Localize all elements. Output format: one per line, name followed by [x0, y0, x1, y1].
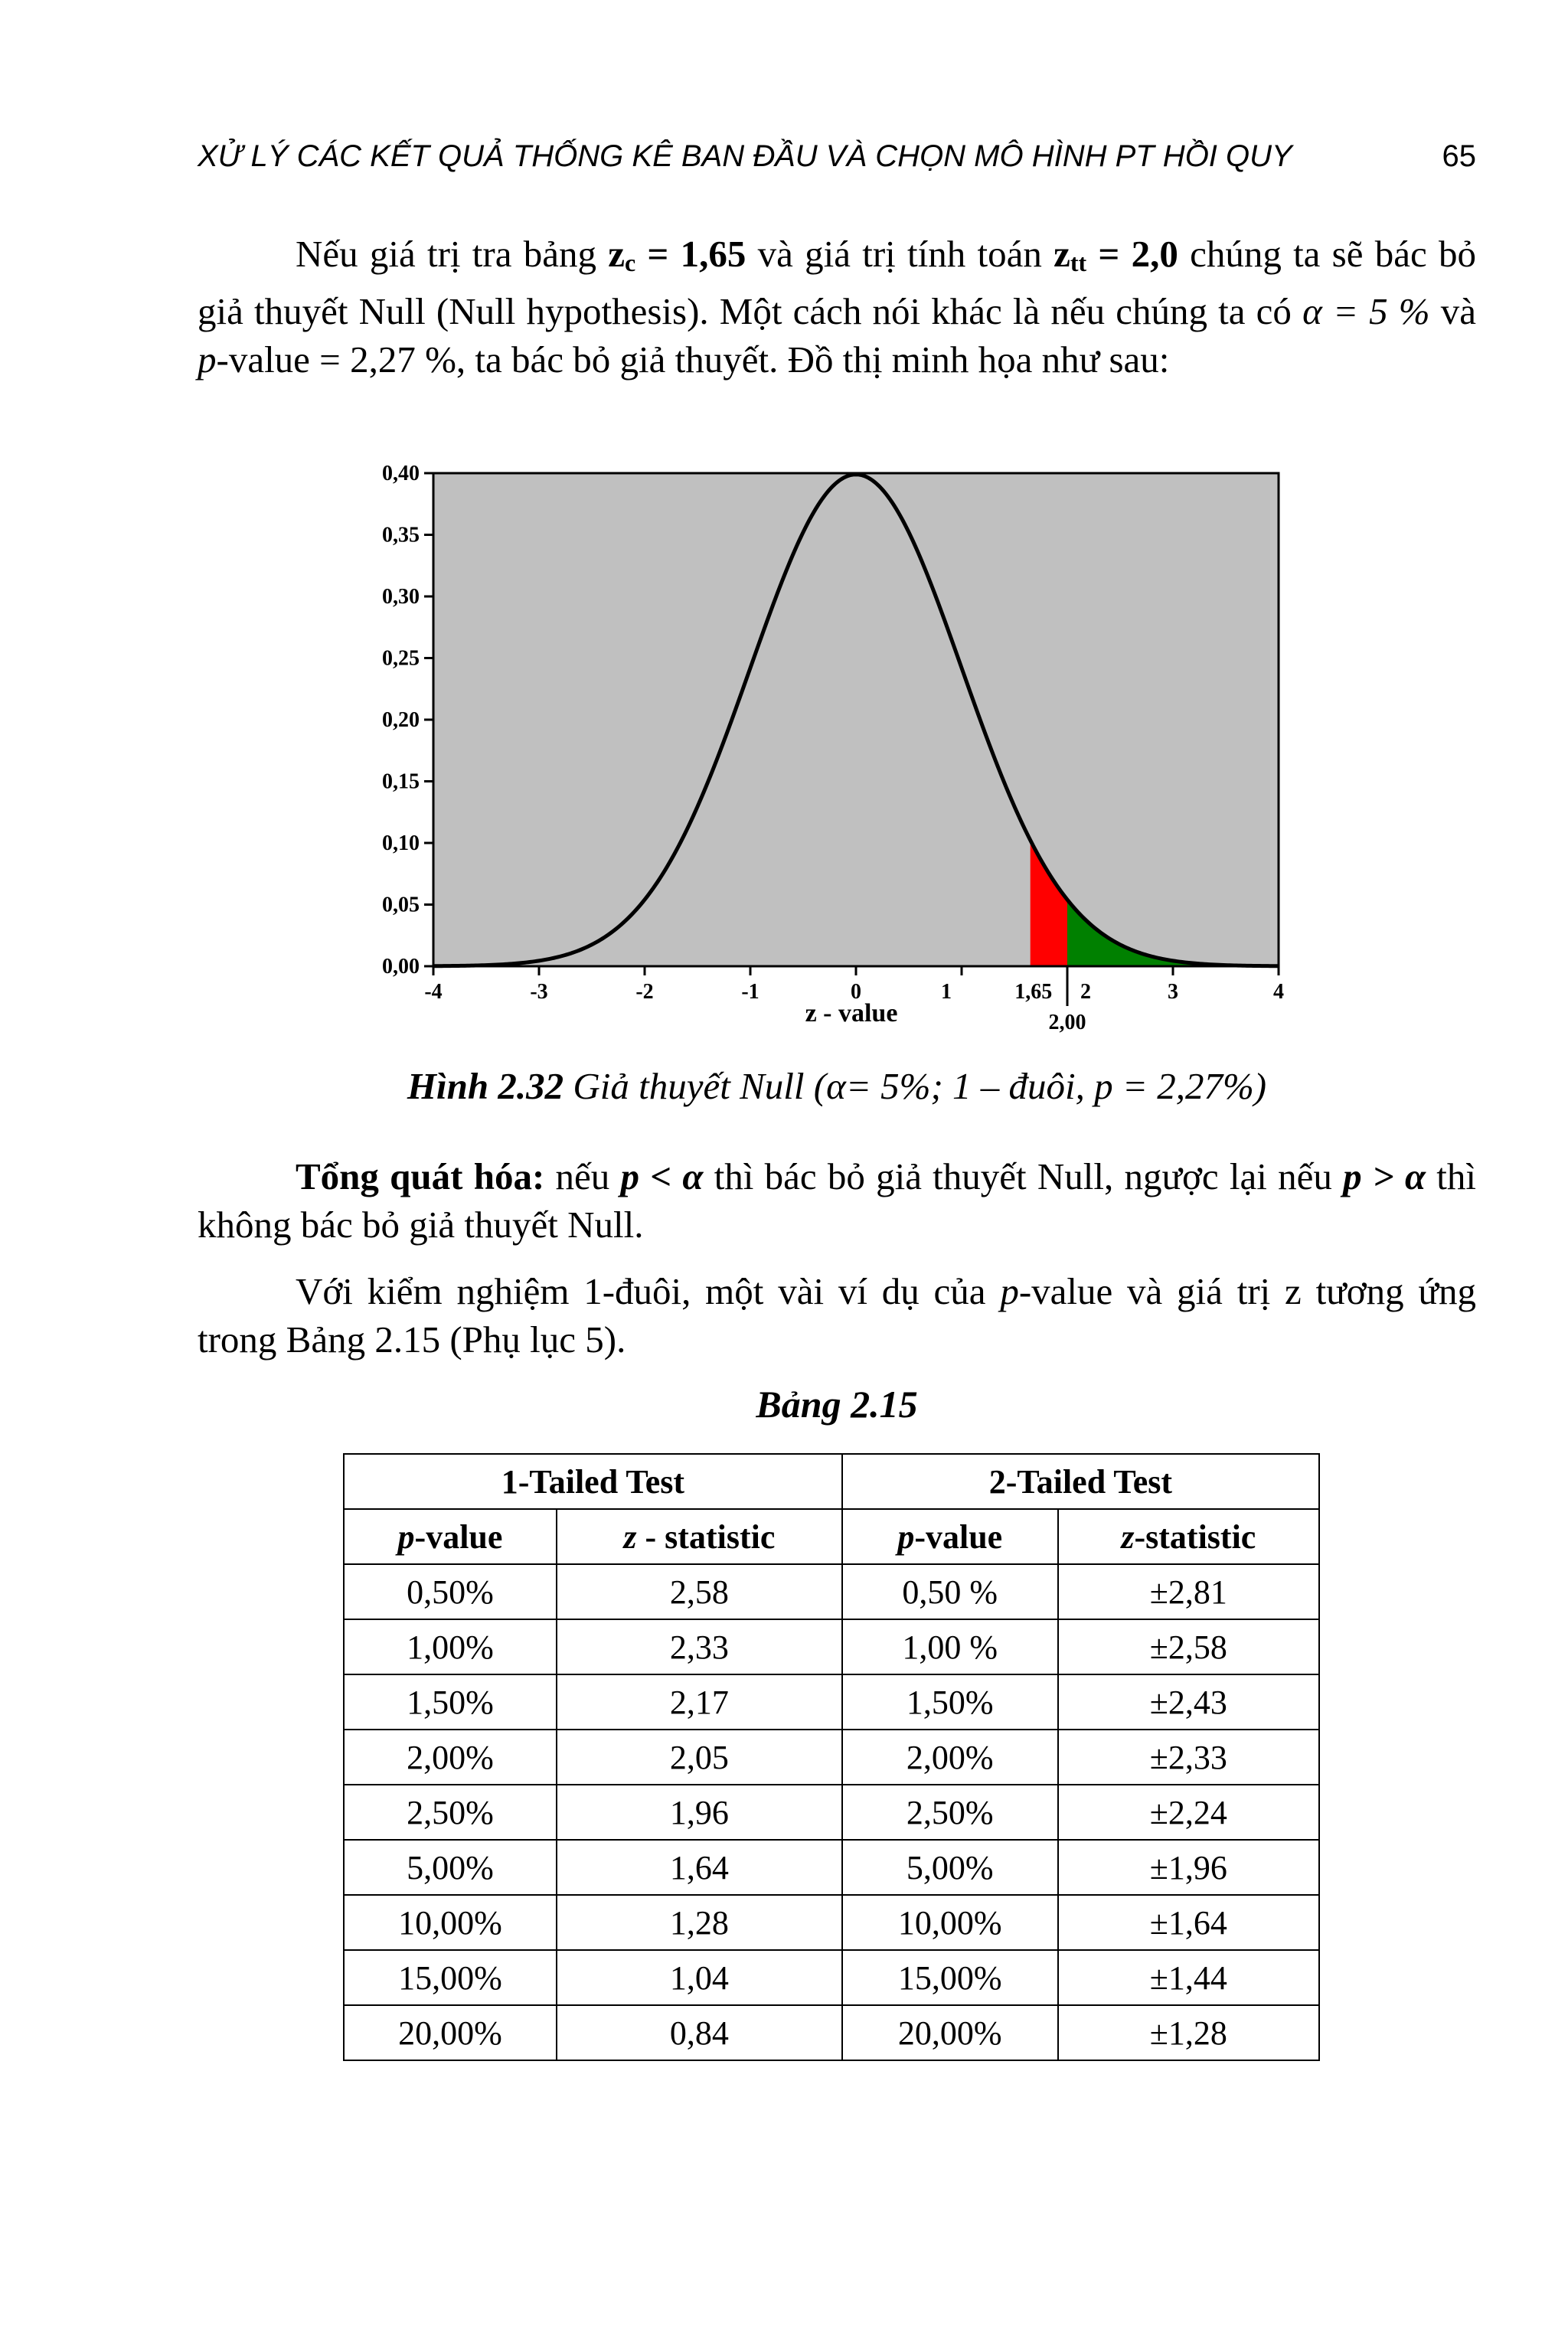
paragraph-table-intro — [198, 1267, 1476, 1364]
column-header-pvalue-2 — [842, 1509, 1058, 1564]
chart-svg — [360, 459, 1309, 1057]
table-title: Bảng 2.15 — [756, 1383, 918, 1426]
table-cell: 2,58 — [557, 1564, 842, 1619]
table-row — [344, 1840, 1319, 1895]
caption-label: Hình 2.32 — [407, 1065, 564, 1107]
table-cell: 5,00% — [842, 1840, 1058, 1895]
header-title: XỬ LÝ CÁC KẾT QUẢ THỐNG KÊ BAN ĐẦU VÀ CHỌN MÔ HÌNH PT HỒI QUY — [198, 139, 1292, 173]
table-row — [344, 1564, 1319, 1619]
plot-area — [433, 473, 1279, 966]
zc-var: z — [608, 233, 625, 275]
ztt-expression — [1054, 233, 1178, 275]
y-tick-label: 0,35 — [382, 523, 420, 547]
table-row — [344, 1895, 1319, 1950]
condition-2-text: p > α — [1343, 1155, 1426, 1197]
bold-lead: Tổng quát hóa: — [296, 1155, 545, 1197]
header-rest: -value — [414, 1517, 503, 1556]
header-rest: - statistic — [636, 1517, 776, 1556]
text-run: -value và giá trị z tương ứng trong Bảng 2.15 (Phụ lục 5). — [198, 1270, 1476, 1361]
table-row — [344, 1950, 1319, 2005]
pvalue-z-table — [343, 1453, 1320, 2061]
critical-z-label: 1,65 — [1014, 980, 1053, 1004]
condition-1-text: p < α — [620, 1155, 704, 1197]
table-row — [344, 1619, 1319, 1674]
table-cell: 2,50% — [344, 1785, 557, 1840]
table-row — [344, 2005, 1319, 2060]
figure-caption — [198, 1064, 1476, 1108]
header-rest: -statistic — [1134, 1517, 1256, 1556]
x-tick-label: -3 — [530, 980, 548, 1004]
y-tick-label: 0,40 — [382, 462, 420, 485]
table-cell: ±2,81 — [1058, 1564, 1319, 1619]
table-cell: 0,84 — [557, 2005, 842, 2060]
table-cell: 1,00 % — [842, 1619, 1058, 1674]
column-header-pvalue-1 — [344, 1509, 557, 1564]
y-tick-label: 0,10 — [382, 831, 420, 855]
normal-distribution-figure — [360, 459, 1309, 1057]
table-cell: 2,33 — [557, 1619, 842, 1674]
table-cell: 0,50 % — [842, 1564, 1058, 1619]
table-cell: 2,00% — [344, 1730, 557, 1785]
text-run: và — [1429, 290, 1477, 332]
x-tick-label: 3 — [1168, 980, 1178, 1004]
y-tick-label: 0,20 — [382, 708, 420, 732]
zc-expression — [608, 233, 746, 275]
text-run: thì không bác bỏ giả thuyết Null. — [198, 1155, 1477, 1246]
ztt-var: z — [1054, 233, 1070, 275]
table-column-header-row — [344, 1509, 1319, 1564]
p-italic: p — [1000, 1270, 1019, 1312]
table-cell: 2,05 — [557, 1730, 842, 1785]
y-tick-label: 0,05 — [382, 893, 420, 917]
x-tick-label: -1 — [741, 980, 760, 1004]
table-cell: 1,04 — [557, 1950, 842, 2005]
table-cell: ±2,58 — [1058, 1619, 1319, 1674]
table-cell: 1,64 — [557, 1840, 842, 1895]
caption-text: Giả thuyết Null (α= 5%; 1 – đuôi, p = 2,27%) — [564, 1065, 1267, 1107]
header-italic: z — [623, 1517, 637, 1556]
table-cell: 20,00% — [842, 2005, 1058, 2060]
table-cell: 15,00% — [344, 1950, 557, 2005]
x-tick-label: 0 — [851, 980, 861, 1004]
table-cell: 1,50% — [842, 1674, 1058, 1730]
table-cell: 1,96 — [557, 1785, 842, 1840]
table-cell: ±1,96 — [1058, 1840, 1319, 1895]
x-axis-label: z - value — [805, 999, 898, 1027]
ztt-sub: tt — [1070, 249, 1087, 276]
table-cell: 1,00% — [344, 1619, 557, 1674]
x-tick-label: 2 — [1080, 980, 1091, 1004]
group-header-1-tailed: 1-Tailed Test — [344, 1454, 842, 1509]
table-group-header-row — [344, 1454, 1319, 1509]
alpha-expression: α = 5 % — [1302, 290, 1430, 332]
page-number: 65 — [1442, 139, 1476, 173]
table-row — [344, 1674, 1319, 1730]
text-run: chúng ta sẽ bác bỏ giả thuyết Null (Null hypothesis). Một cách nói khác là nếu chúng ta có — [198, 233, 1476, 332]
x-tick-label: 1 — [941, 980, 952, 1004]
zc-value: = 1,65 — [635, 233, 746, 275]
x-tick-label: 4 — [1273, 980, 1284, 1004]
header-rest: -value — [914, 1517, 1003, 1556]
x-tick-label: -4 — [424, 980, 443, 1004]
table-cell: 1,28 — [557, 1895, 842, 1950]
table-cell: 0,50% — [344, 1564, 557, 1619]
y-tick-label: 0,25 — [382, 646, 420, 671]
table-cell: 10,00% — [344, 1895, 557, 1950]
table-cell: ±2,43 — [1058, 1674, 1319, 1730]
table-cell: 10,00% — [842, 1895, 1058, 1950]
table-cell: 2,50% — [842, 1785, 1058, 1840]
p-italic: p — [198, 338, 217, 381]
y-tick-label: 0,15 — [382, 769, 420, 794]
zc-sub: c — [624, 249, 636, 276]
observed-z-label: 2,00 — [1048, 1011, 1086, 1034]
running-header — [198, 139, 1476, 185]
table-cell: ±1,64 — [1058, 1895, 1319, 1950]
table-cell: ±1,28 — [1058, 2005, 1319, 2060]
header-italic: p — [897, 1517, 915, 1556]
y-tick-label: 0,30 — [382, 585, 420, 609]
text-run: nếu — [544, 1155, 621, 1197]
table-body — [344, 1564, 1319, 2060]
table-cell: 20,00% — [344, 2005, 557, 2060]
ztt-value: = 2,0 — [1086, 233, 1178, 275]
y-tick-label: 0,00 — [382, 955, 420, 978]
x-tick-label: -2 — [635, 980, 654, 1004]
table-row — [344, 1730, 1319, 1785]
text-run: Với kiểm nghiệm 1-đuôi, một vài ví dụ của — [296, 1270, 1001, 1312]
column-header-z-1 — [557, 1509, 842, 1564]
table-cell: 15,00% — [842, 1950, 1058, 2005]
header-italic: z — [1121, 1517, 1135, 1556]
table-cell: 5,00% — [344, 1840, 557, 1895]
table-cell: ±1,44 — [1058, 1950, 1319, 2005]
column-header-z-2 — [1058, 1509, 1319, 1564]
condition-2 — [1343, 1155, 1426, 1197]
text-run: thì bác bỏ giả thuyết Null, ngược lại nếu — [703, 1155, 1344, 1197]
text-run: -value = 2,27 %, ta bác bỏ giả thuyết. Đồ thị minh họa như sau: — [216, 338, 1170, 381]
group-header-2-tailed: 2-Tailed Test — [842, 1454, 1319, 1509]
table-row — [344, 1785, 1319, 1840]
table-cell: 2,00% — [842, 1730, 1058, 1785]
table-cell: 2,17 — [557, 1674, 842, 1730]
table-cell: 1,50% — [344, 1674, 557, 1730]
header-italic: p — [397, 1517, 415, 1556]
text-run: Nếu giá trị tra bảng — [296, 233, 609, 275]
paragraph-intro — [198, 230, 1476, 384]
paragraph-generalization — [198, 1152, 1476, 1249]
table-cell: ±2,24 — [1058, 1785, 1319, 1840]
condition-1 — [620, 1155, 703, 1197]
text-run: và giá trị tính toán — [746, 233, 1054, 275]
table-cell: ±2,33 — [1058, 1730, 1319, 1785]
